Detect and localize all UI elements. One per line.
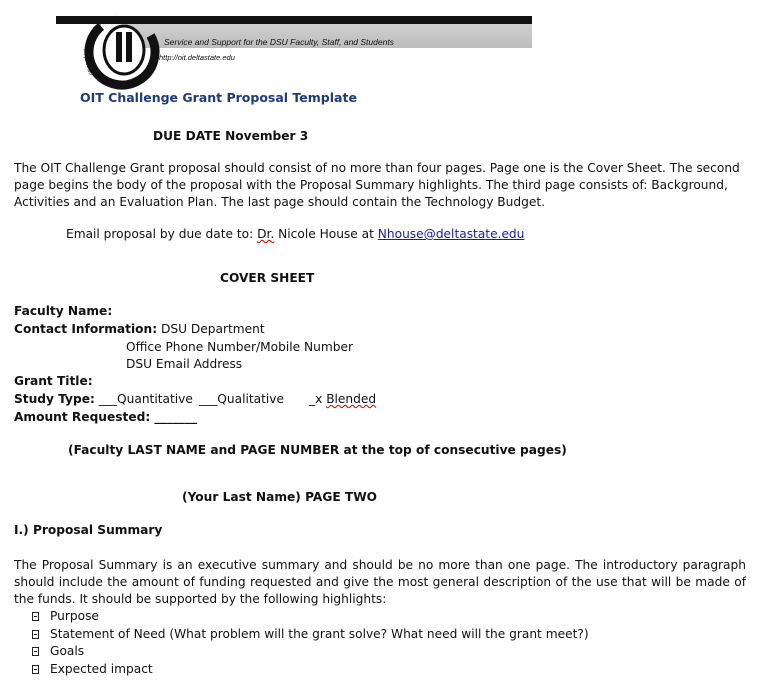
due-date: DUE DATE November 3 [153,129,309,143]
logo-ring-text: Office of Information Technology [82,14,117,77]
header-tagline: Service and Support for the DSU Faculty, Staff, and Students [164,37,394,47]
study-blended: Blended [326,392,377,406]
study-type-label: Study Type: [14,392,95,406]
study-type-line [14,391,193,408]
contact-email: DSU Email Address [126,357,243,371]
study-quantitative: ___Quantitative [94,392,193,406]
highlights-list [32,608,589,678]
amount-requested: Amount Requested: _______ [14,410,198,424]
faculty-name-label: Faculty Name: [14,304,113,318]
section-heading: I.) Proposal Summary [14,523,163,537]
oit-logo-icon [80,10,164,94]
grant-title-label: Grant Title: [14,374,93,388]
bullet-icon [32,665,39,674]
oit-logo [80,10,164,94]
faculty-note: (Faculty LAST NAME and PAGE NUMBER at the top of consecutive pages) [68,443,567,457]
email-prefix: Email proposal by due date to: [66,227,258,241]
contact-info-line [14,321,265,338]
contact-label: Contact Information: [14,322,158,336]
cover-sheet-heading: COVER SHEET [220,271,315,285]
email-name: Nicole House at [274,227,378,241]
list-item: Expected impact [32,661,589,679]
summary-paragraph: The Proposal Summary is an executive summary and should be no more than one page. The introductory paragraph should include the amount of funding requested and give the most general description of the use that will be made of the funds. It should be supported by the following highlights: [14,558,746,606]
email-dr: Dr. [257,227,275,241]
document-title: OIT Challenge Grant Proposal Template [80,90,357,105]
page-two-heading: (Your Last Name) PAGE TWO [182,490,378,504]
list-item: Statement of Need (What problem will the grant solve? What need will the grant meet?) [32,626,589,644]
bullet-icon [32,630,39,639]
study-blended-line [309,391,376,408]
contact-department: DSU Department [157,322,265,336]
list-item: Purpose [32,608,589,626]
bullet-icon [32,647,39,656]
bullet-icon [32,612,39,621]
header-url: http://oit.deltastate.edu [159,53,235,62]
list-item: Goals [32,643,589,661]
intro-paragraph: The OIT Challenge Grant proposal should consist of no more than four pages. Page one is the Cover Sheet. The second page begins the body of the proposal with the Proposal Summary highlights. The third page consists of: Background, Activities and an Evaluation Plan. The last page should contain the Technology Budget. [14,161,740,209]
contact-phone: Office Phone Number/Mobile Number [126,340,353,354]
email-link[interactable]: Nhouse@deltastate.edu [377,227,525,241]
study-qualitative: ___Qualitative [199,392,284,406]
study-blended-mark: _x [309,392,327,406]
email-line [66,226,524,243]
